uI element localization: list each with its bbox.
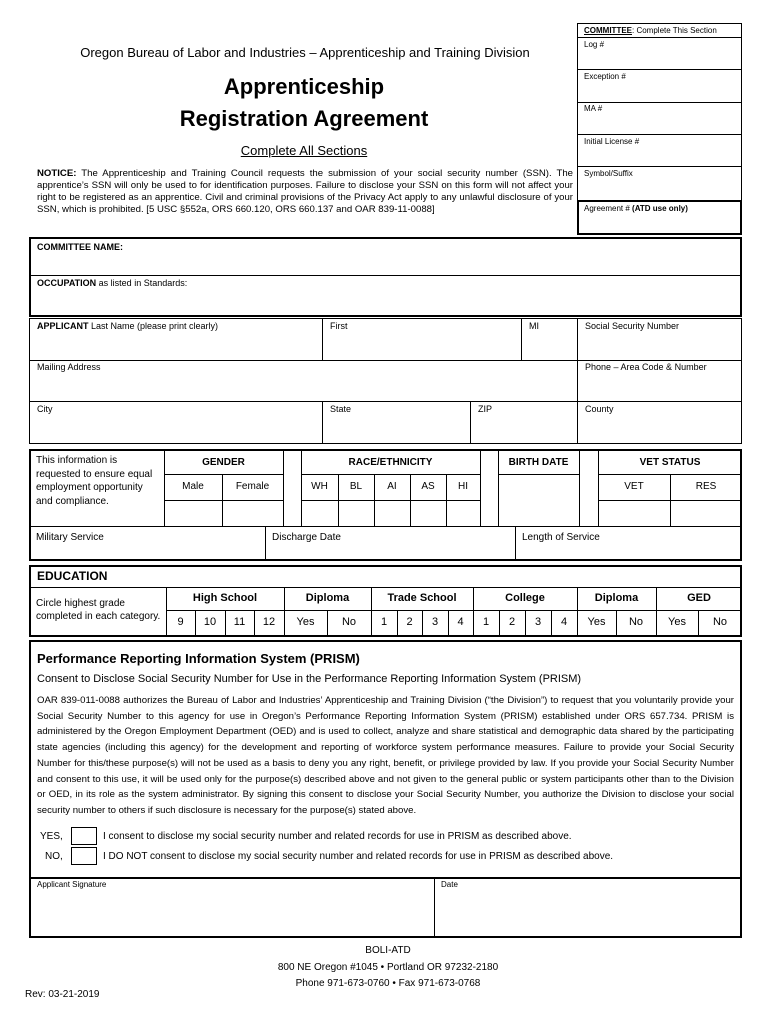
committee-box-title-rest: : Complete This Section <box>632 26 717 35</box>
ged-yes[interactable]: Yes <box>668 616 686 628</box>
last-name-rest: Last Name (please print clearly) <box>88 321 219 331</box>
prism-yes-label: YES, <box>40 831 63 842</box>
hs-grade-9[interactable]: 9 <box>177 616 184 628</box>
race-bl-option[interactable]: BL <box>349 481 363 492</box>
notice-label: NOTICE: <box>37 168 77 179</box>
last-name-field[interactable] <box>37 321 218 331</box>
diploma-yes-1[interactable]: Yes <box>296 616 315 628</box>
vet-option[interactable]: VET <box>624 481 644 492</box>
county-field[interactable]: County <box>585 404 614 414</box>
college-year-4[interactable]: 4 <box>560 616 568 628</box>
trade-year-1[interactable]: 1 <box>380 616 388 628</box>
occupation-bold: OCCUPATION <box>37 278 97 288</box>
exception-number-field[interactable]: Exception # <box>584 72 626 81</box>
occupation-field[interactable] <box>37 278 187 288</box>
footer-org: BOLI-ATD <box>365 945 411 956</box>
military-service-field[interactable]: Military Service <box>36 532 104 543</box>
first-name-field[interactable]: First <box>330 321 348 331</box>
footer-address: 800 NE Oregon #1045 • Portland OR 97232-2180 <box>277 962 499 973</box>
prism-no-checkbox[interactable] <box>71 847 97 865</box>
notice <box>37 168 573 216</box>
vet-status-header: VET STATUS <box>639 457 701 468</box>
city-field[interactable]: City <box>37 404 53 414</box>
race-wh-option[interactable]: WH <box>311 481 328 492</box>
prism-title: Performance Reporting Information System (PRISM) <box>37 651 360 666</box>
high-school-header: High School <box>192 592 258 604</box>
symbol-suffix-field[interactable]: Symbol/Suffix <box>584 169 633 178</box>
prism-consent-heading: Consent to Disclose Social Security Number for Use in the Performance Reporting Information System (PRISM) <box>37 673 582 685</box>
agency-line: Oregon Bureau of Labor and Industries – Apprenticeship and Training Division <box>80 45 530 60</box>
ged-header: GED <box>687 592 711 604</box>
log-number-field[interactable]: Log # <box>584 40 605 49</box>
form-subtitle: Complete All Sections <box>240 143 368 158</box>
signature-date-field[interactable]: Date <box>441 880 458 889</box>
trade-school-header: Trade School <box>387 592 457 604</box>
hs-grade-12[interactable]: 12 <box>262 616 276 628</box>
ssn-field[interactable]: Social Security Number <box>585 321 680 331</box>
trade-year-4[interactable]: 4 <box>457 616 464 628</box>
diploma-no-2[interactable]: No <box>628 616 644 628</box>
prism-yes-checkbox[interactable] <box>71 827 97 845</box>
applicant-bold: APPLICANT <box>37 321 89 331</box>
education-instruction: Circle highest grade completed in each category. <box>36 598 161 622</box>
state-field[interactable]: State <box>330 404 352 414</box>
committee-occupation-box <box>29 237 742 317</box>
committee-box-title <box>584 26 717 35</box>
trade-year-2[interactable]: 2 <box>406 616 413 628</box>
gender-female-option[interactable]: Female <box>235 481 270 492</box>
notice-text: The Apprenticeship and Training Council requests the submission of your social security number (SSN). The apprentice’s SSN will only be used to for identification purposes. Failure to disclose your SSN on this form will not affect your right to be registered as an apprentice. Civil and criminal provisions of the Privacy Act apply to any unlawful disclosure of your SSN, which is prohibited. [5 USC §552a, ORS 660.120, ORS 660.137 and OAR 839-11-0088] <box>37 168 573 215</box>
prism-yes-text: I consent to disclose my social security number and related records for use in PRISM as described above. <box>103 831 572 842</box>
hs-grade-11[interactable]: 11 <box>233 616 246 628</box>
diploma-header-2: Diploma <box>594 592 639 604</box>
gender-header: GENDER <box>202 457 245 468</box>
race-as-option[interactable]: AS <box>421 481 435 492</box>
diploma-header-1: Diploma <box>305 592 350 604</box>
zip-field[interactable]: ZIP <box>478 404 493 414</box>
birth-date-field[interactable] <box>499 475 579 526</box>
race-hi-option[interactable]: HI <box>458 481 468 492</box>
discharge-date-field[interactable]: Discharge Date <box>272 532 341 543</box>
agreement-note: (ATD use only) <box>632 204 688 213</box>
education-header: EDUCATION <box>37 569 108 583</box>
signature-box <box>29 877 742 938</box>
college-year-2[interactable]: 2 <box>508 616 516 628</box>
committee-name-field[interactable]: COMMITTEE NAME: <box>37 242 123 252</box>
college-year-1[interactable]: 1 <box>482 616 490 628</box>
diploma-yes-2[interactable]: Yes <box>587 616 606 628</box>
prism-body-text: OAR 839-011-0088 authorizes the Bureau of Labor and Industries’ Apprenticeship and Training Division (“the Division”) to request that you voluntarily provide your Social Security Number to this agency for use in Oregon’s Performance Reporting Information System (PRISM) established under ORS 657.734. PRISM is administered by the Oregon Employment Department (OED) and is used to collect, analyze and share statistical and demographic data shared by the participating state agencies (including this agency) for the development and reporting of workforce system performance measures. Failure to provide your Social Security Number for this/these purpose(s) will not be used as a basis to deny you any right, benefit, or privilege provided by law. If you provide your Social Security Number and consent to this use, it will be used only for the purpose(s) described above and not given to the general public or system participants other than to the Division or OED, in its role as the system administrator. By signing this consent to disclose your Social Security Number, you authorize the Division to disclose your social security number to others if such disclosure is necessary for the purpose(s) stated above. <box>37 695 734 816</box>
birth-date-header: BIRTH DATE <box>508 457 569 468</box>
length-of-service-field[interactable]: Length of Service <box>522 532 600 543</box>
hs-grade-10[interactable]: 10 <box>203 616 217 628</box>
committee-box-title-bold: COMMITTEE <box>584 26 632 35</box>
prism-no-text: I DO NOT consent to disclose my social security number and related records for use in PRISM as described above. <box>103 851 614 862</box>
gender-male-option[interactable]: Male <box>182 481 204 492</box>
mailing-address-field[interactable]: Mailing Address <box>37 362 101 372</box>
occupation-rest: as listed in Standards: <box>96 278 188 288</box>
college-header: College <box>505 592 545 604</box>
applicant-signature-field[interactable]: Applicant Signature <box>37 880 107 889</box>
form-title-line1: Apprenticeship <box>223 74 385 99</box>
trade-year-3[interactable]: 3 <box>431 616 439 628</box>
college-year-3[interactable]: 3 <box>534 616 542 628</box>
form-title-line2: Registration Agreement <box>179 106 429 131</box>
race-header: RACE/ETHNICITY <box>348 457 433 468</box>
race-ai-option[interactable]: AI <box>387 481 397 492</box>
phone-field[interactable]: Phone – Area Code & Number <box>585 362 707 372</box>
ged-no[interactable]: No <box>712 616 728 628</box>
middle-initial-field[interactable]: MI <box>529 321 539 331</box>
agreement-label: Agreement # <box>584 204 630 213</box>
agreement-number-label <box>584 204 688 213</box>
initial-license-field[interactable]: Initial License # <box>584 137 640 146</box>
diploma-no-1[interactable]: No <box>341 616 357 628</box>
applicant-box <box>29 318 742 444</box>
ma-number-field[interactable]: MA # <box>584 104 603 113</box>
eeo-info-text: This information is requested to ensure equal employment opportunity and compliance. <box>36 455 153 507</box>
footer-phone: Phone 971-673-0760 • Fax 971-673-0768 <box>295 978 481 989</box>
revision-date: Rev: 03-21-2019 <box>25 989 100 1000</box>
res-option[interactable]: RES <box>695 481 717 492</box>
prism-no-label: NO, <box>45 851 63 862</box>
